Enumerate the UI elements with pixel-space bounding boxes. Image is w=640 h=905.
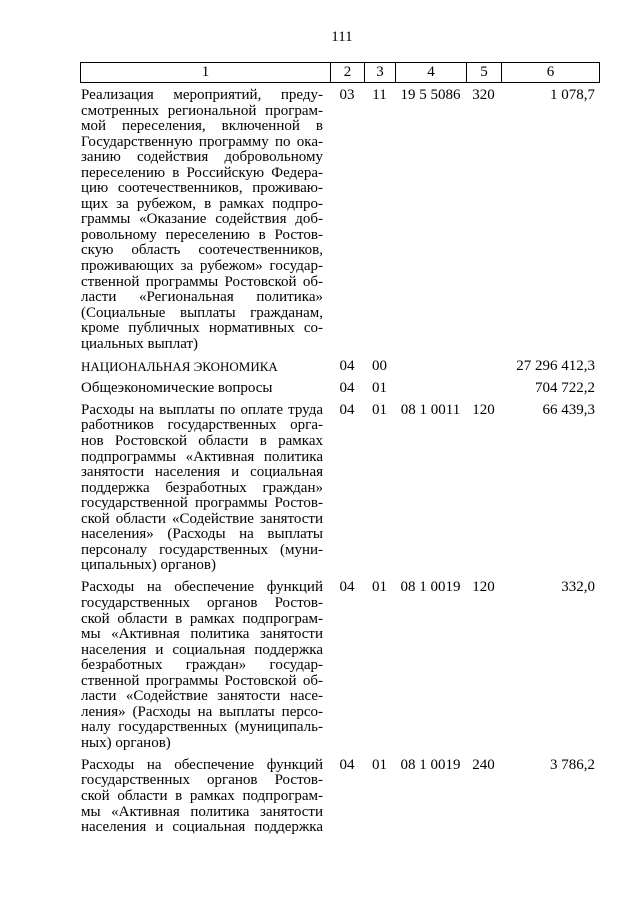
description-line: ственной программы Ростовской об-: [81, 273, 323, 290]
section-code: 04: [339, 379, 355, 396]
description-line: мой переселения, включенной в: [81, 118, 323, 135]
target-item-code: 08 1 0019: [400, 756, 461, 773]
description-line: циальных выплат): [81, 335, 199, 352]
row-description: [80, 381, 330, 397]
row-description: [80, 359, 330, 375]
description-line: занию содействия добровольному: [81, 149, 323, 166]
column-number-header: 2: [330, 62, 364, 83]
amount-value: 27 296 412,3: [516, 357, 595, 374]
empty-cell: [395, 359, 466, 375]
description-line: ской области в рамках подпрограм-: [81, 788, 323, 805]
description-line: граммы «Оказание содействия доб-: [81, 211, 323, 228]
subsection-code: 01: [372, 579, 387, 596]
table-row: [80, 378, 600, 400]
section-code: 04: [339, 357, 355, 374]
description-line: цию соотечественников, проживаю-: [81, 180, 323, 197]
description-line: смотренных региональной програм-: [81, 102, 323, 119]
description-line: налу государственных (муниципаль-: [81, 719, 323, 736]
table-row: [80, 85, 600, 356]
description-line: ципальных) органов): [81, 557, 216, 574]
description-line: государственных органов Ростов-: [81, 594, 323, 611]
table-row: [80, 400, 600, 578]
description-line: кроме публичных нормативных со-: [81, 320, 323, 337]
target-item-code: 19 5 5086: [400, 87, 461, 103]
description-line: работников государственных орга-: [81, 417, 323, 434]
description-line: государственных органов Ростов-: [81, 772, 323, 789]
table-header-row: [80, 62, 600, 83]
description-line: ления» (Расходы на выплаты персо-: [81, 703, 323, 720]
page-number: 111: [331, 29, 353, 45]
section-heading: НАЦИОНАЛЬНАЯ ЭКОНОМИКА: [81, 358, 278, 374]
column-number-header: 1: [80, 62, 330, 83]
column-number-header: 3: [364, 62, 395, 83]
description-line: щих за рубежом, в рамках подпро-: [81, 195, 323, 212]
amount-value: 704 722,2: [535, 379, 595, 396]
expense-type-code: 240: [472, 756, 495, 773]
row-description: [80, 758, 330, 836]
subsection-code: 01: [372, 401, 387, 418]
section-code: 04: [339, 401, 355, 418]
table-body: [80, 83, 600, 839]
description-line: населения и социальная поддержка: [81, 819, 323, 836]
description-line: подпрограммы «Активная политика: [81, 448, 323, 465]
subsection-code: 00: [372, 357, 387, 374]
row-description: [80, 403, 330, 574]
row-description: [80, 88, 330, 352]
description-line: нов Ростовской области в рамках: [81, 432, 323, 449]
amount-value: 66 439,3: [542, 401, 595, 418]
description-line: Государственную программу по ока-: [81, 133, 323, 150]
data-table: [80, 62, 600, 839]
description-line: Расходы на выплаты по оплате труда: [81, 401, 323, 418]
expense-type-code: 320: [472, 87, 495, 103]
description-line: поддержка безработных граждан»: [81, 479, 323, 496]
description-line: безработных граждан» государ-: [81, 657, 323, 674]
description-line: мы «Активная политика занятости: [81, 626, 323, 643]
description-line: (Социальные выплаты гражданам,: [81, 304, 323, 321]
expense-type-code: 120: [472, 401, 495, 418]
column-number-header: 6: [501, 62, 600, 83]
description-line: ласти «Региональная политика»: [81, 289, 323, 306]
description-line: ных) органов): [81, 734, 171, 751]
description-line: ской области «Содействие занятости: [81, 510, 323, 527]
table-row: [80, 356, 600, 378]
description-line: проживающих за рубежом» государ-: [81, 258, 323, 275]
subsection-code: 11: [372, 87, 387, 103]
description-line: занятости населения и социальная: [81, 464, 323, 481]
description-line: Реализация мероприятий, преду-: [81, 87, 323, 103]
description-line: государственной программы Ростов-: [81, 495, 323, 512]
description-line: Расходы на обеспечение функций: [81, 579, 323, 596]
column-number-header: 5: [466, 62, 501, 83]
empty-cell: [395, 381, 466, 397]
description-line: переселению в Российскую Федера-: [81, 164, 323, 181]
section-code: 03: [339, 87, 355, 103]
description-line: мы «Активная политика занятости: [81, 803, 323, 820]
description-line: Общеэкономические вопросы: [81, 379, 273, 396]
description-line: населения» (Расходы на выплаты: [81, 526, 323, 543]
empty-cell: [466, 381, 501, 397]
description-line: ской области в рамках подпрограм-: [81, 610, 323, 627]
description-line: ровольному переселению в Ростов-: [81, 226, 323, 243]
description-line: ласти «Содействие занятости насе-: [81, 688, 323, 705]
target-item-code: 08 1 0019: [400, 579, 461, 596]
subsection-code: 01: [372, 379, 387, 396]
target-item-code: 08 1 0011: [400, 401, 461, 418]
amount-value: 332,0: [561, 579, 595, 596]
row-description: [80, 580, 330, 751]
subsection-code: 01: [372, 756, 387, 773]
amount-value: 1 078,7: [550, 87, 595, 103]
section-code: 04: [339, 756, 355, 773]
expense-type-code: 120: [472, 579, 495, 596]
column-number-header: 4: [395, 62, 466, 83]
table-row: [80, 755, 600, 839]
description-line: населения и социальная поддержка: [81, 641, 323, 658]
description-line: персоналу государственных (муни-: [81, 541, 323, 558]
table-row: [80, 577, 600, 755]
description-line: ственной программы Ростовской об-: [81, 672, 323, 689]
amount-value: 3 786,2: [550, 756, 595, 773]
empty-cell: [466, 359, 501, 375]
section-code: 04: [339, 579, 355, 596]
description-line: скую область соотечественников,: [81, 242, 323, 259]
description-line: Расходы на обеспечение функций: [81, 756, 323, 773]
